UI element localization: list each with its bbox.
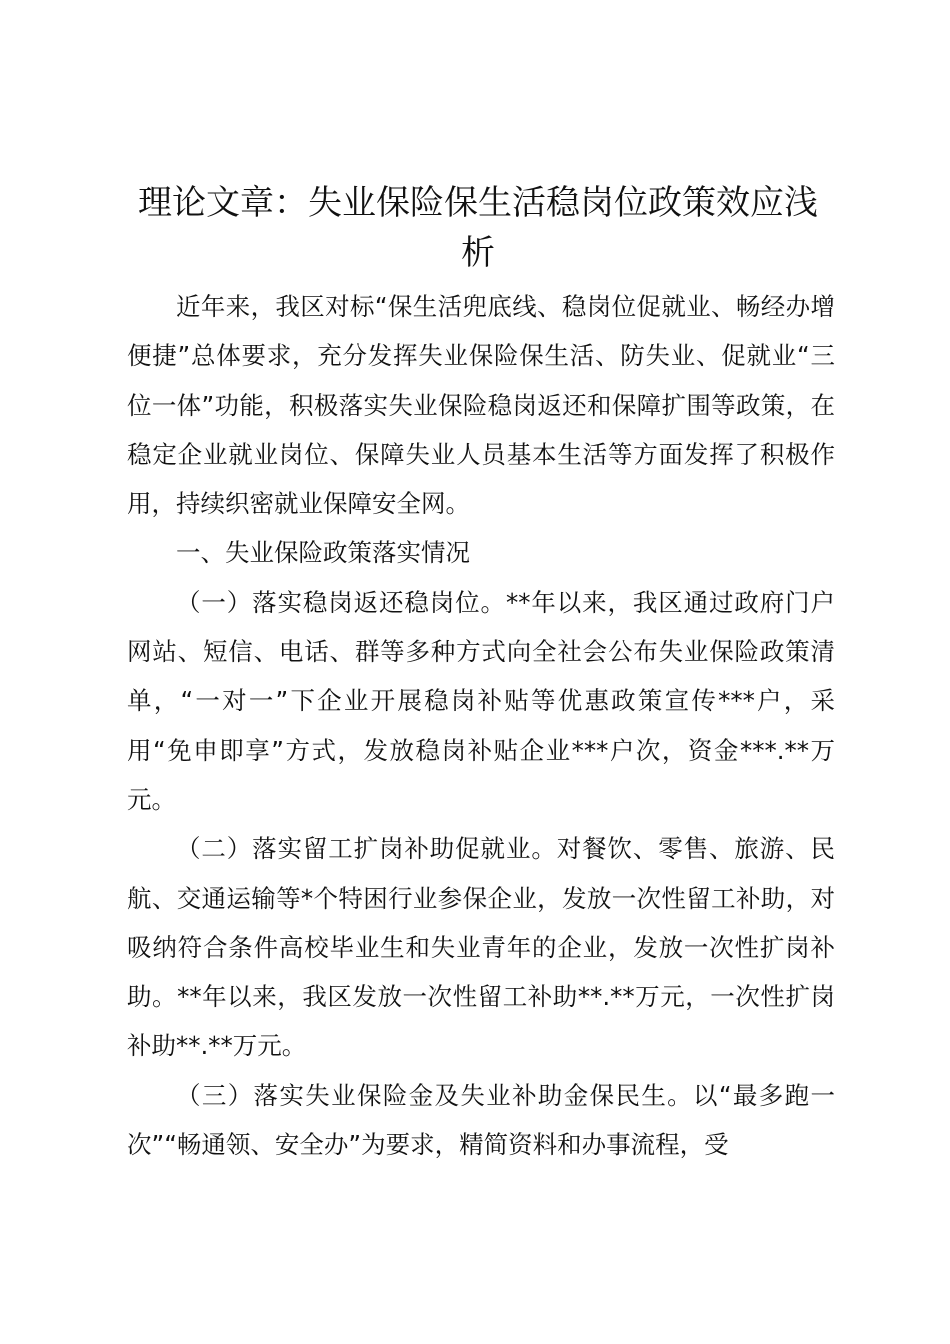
- section-heading: 一、失业保险政策落实情况: [176, 538, 470, 568]
- document-title: 理论文章：失业保险保生活稳岗位政策效应浅析: [138, 183, 818, 273]
- intro-paragraph: 近年来，我区对标“保生活兜底线、稳岗位促就业、畅经办增便捷”总体要求，充分发挥失业保险保生活、防失业、促就业“三位一体”功能，积极落实失业保险稳岗返还和保障扩围等政策，在稳定企业就业岗位、保障失业人员基本生活等方面发挥了积极作用，持续织密就业保障安全网。: [127, 292, 835, 519]
- subsection-paragraph-2: （二）落实留工扩岗补助促就业。对餐饮、零售、旅游、民航、交通运输等*个特困行业参保企业，发放一次性留工补助，对吸纳符合条件高校毕业生和失业青年的企业，发放一次性扩岗补助。**年以来，我区发放一次性留工补助**.**万元，一次性扩岗补助**.**万元。: [127, 834, 835, 1061]
- subsection-paragraph-1: （一）落实稳岗返还稳岗位。**年以来，我区通过政府门户网站、短信、电话、群等多种方式向全社会公布失业保险政策清单，“一对一”下企业开展稳岗补贴等优惠政策宣传***户，采用“免申即享”方式，发放稳岗补贴企业***户次，资金***.**万元。: [127, 587, 835, 814]
- subsection-paragraph-3: （三）落实失业保险金及失业补助金保民生。以“最多跑一次”“畅通领、安全办”为要求，精简资料和办事流程，受: [127, 1080, 835, 1160]
- document-body: [127, 282, 835, 1169]
